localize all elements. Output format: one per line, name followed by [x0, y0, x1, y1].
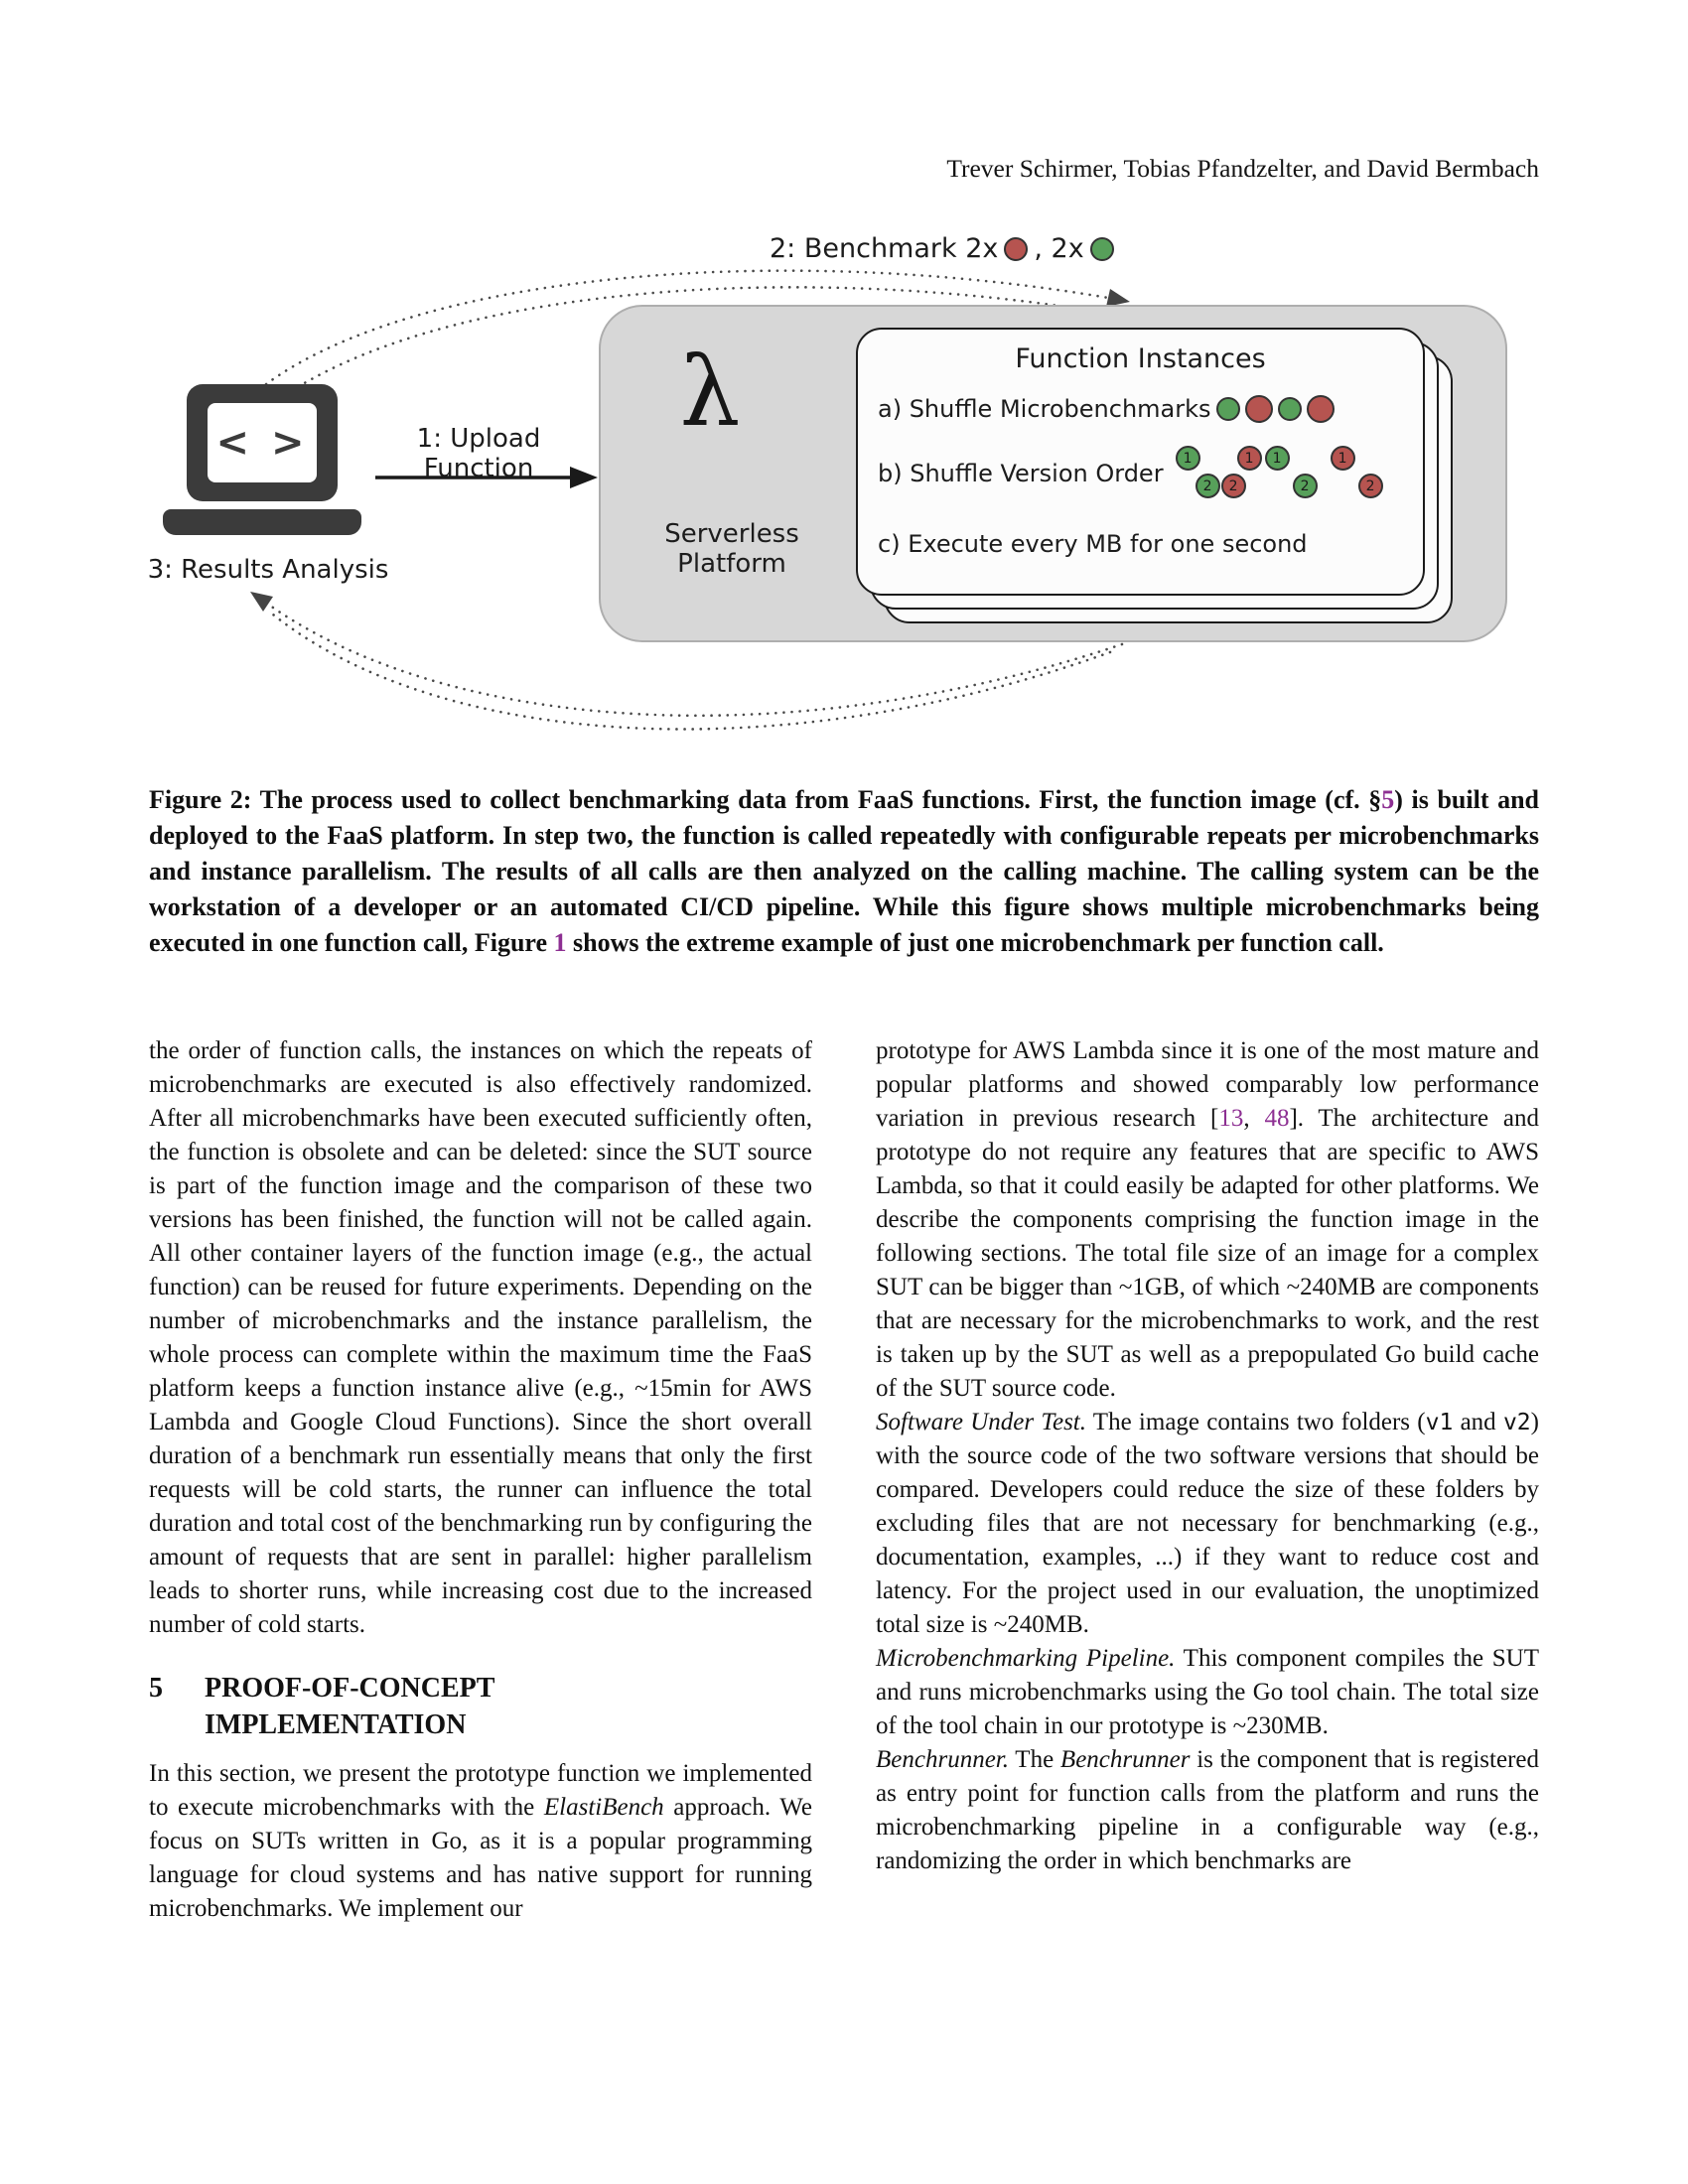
section-5-heading — [149, 1670, 812, 1743]
lambda-icon: λ — [679, 337, 741, 448]
body-text: prototype for AWS Lambda since it is one of the most mature and popular platforms and showed comparably low performance variation in previous research [ — [876, 1037, 1539, 1132]
version-order-cluster — [1174, 446, 1397, 501]
upload-function-label: 1: Upload Function — [416, 424, 541, 483]
body-text: approach. We focus on SUTs written in Go, as it is a popular programming language for cloud systems and has native support for running microbenchmarks. We implement our — [149, 1794, 812, 1922]
benchmark-step-label-prefix: 2: Benchmark 2x — [770, 233, 999, 264]
version-dot-icon: 2 — [1196, 474, 1220, 498]
version-dot-icon: 2 — [1293, 474, 1318, 498]
figure-1-link[interactable]: 1 — [553, 928, 567, 957]
section-5-link[interactable]: 5 — [1381, 785, 1395, 814]
red-benchmark-dot-icon — [1004, 237, 1028, 261]
body-text: , — [1243, 1105, 1265, 1132]
version-dot-icon: 1 — [1331, 446, 1355, 471]
body-text: is the component that is registered as entry point for function calls from the platform and runs the microbenchmarking pipeline in a configurable way (e.g., randomizing the order in which benchmarks are — [876, 1746, 1539, 1874]
version-dot-icon: 1 — [1237, 446, 1262, 471]
benchrunner-paragraph — [876, 1743, 1539, 1878]
body-text: and — [1453, 1409, 1503, 1435]
serverless-platform-label: Serverless Platform — [664, 519, 799, 579]
figure-2-caption — [149, 782, 1539, 961]
body-text: ) with the source code of the two software versions that should be compared. Developers could reduce the size of these folders by excluding files that are not necessary for benchmarking (e.g., documentation, examples, ...) if they want to reduce cost and latency. For the project used in our evaluation, the unoptimized total size is ~240MB. — [876, 1409, 1539, 1638]
microbenchmark-dot-icon — [1245, 395, 1273, 423]
paragraph-lead: Microbenchmarking Pipeline. — [876, 1645, 1176, 1672]
body-text: The — [1009, 1746, 1060, 1773]
software-under-test-paragraph — [876, 1406, 1539, 1642]
function-instances-title: Function Instances — [1015, 343, 1266, 374]
laptop-icon — [187, 384, 338, 501]
code-brackets-icon: < > — [215, 420, 309, 466]
elastibench-name: ElastiBench — [543, 1794, 664, 1821]
function-instances-card — [856, 328, 1425, 596]
instance-step-a-label: a) Shuffle Microbenchmarks — [878, 395, 1211, 423]
caption-text: ) is built and deployed to the FaaS platform. In step two, the function is called repeatedly with configurable repeats per microbenchmarks and instance parallelism. The results of all calls are then analyzed on the calling machine. The calling system can be the workstation of a developer or an automated CI/CD pipeline. While this figure shows multiple microbenchmarks being executed in one function call, Figure — [149, 785, 1539, 957]
section-number: 5 — [149, 1673, 163, 1704]
folder-v1-code: v1 — [1425, 1410, 1454, 1435]
laptop-screen — [208, 403, 317, 482]
instance-step-b — [878, 445, 1397, 502]
microbenchmark-dot-icon — [1278, 397, 1302, 421]
body-paragraph — [876, 1034, 1539, 1406]
body-text: ]. The architecture and prototype do not require any features that are specific to AWS Lambda, so that it could easily be adapted for other platforms. We describe the components comprising the function image in the following sections. The total file size of an image for a complex SUT can be bigger than ~1GB, of which ~240MB are components that are necessary for the microbenchmarks to work, and the rest is taken up by the SUT as well as a prepopulated Go build cache of the SUT source code. — [876, 1105, 1540, 1402]
benchmark-step-label — [770, 233, 1114, 264]
right-column — [876, 1034, 1539, 1878]
folder-v2-code: v2 — [1502, 1410, 1531, 1435]
version-dot-icon: 2 — [1358, 474, 1383, 498]
citation-13-link[interactable]: 13 — [1218, 1105, 1244, 1132]
figure-2-diagram — [149, 233, 1539, 774]
body-paragraph — [149, 1757, 812, 1926]
section-title: PROOF-OF-CONCEPT IMPLEMENTATION — [205, 1673, 494, 1740]
green-benchmark-dot-icon — [1090, 237, 1114, 261]
instance-step-c — [878, 526, 1308, 562]
left-column — [149, 1034, 812, 1926]
microbenchmarking-pipeline-paragraph — [876, 1642, 1539, 1743]
benchrunner-name: Benchrunner — [1059, 1746, 1191, 1773]
results-analysis-label: 3: Results Analysis — [147, 555, 389, 585]
version-dot-icon: 1 — [1176, 446, 1200, 471]
caption-text: Figure 2: The process used to collect benchmarking data from FaaS functions. First, the function image (cf. § — [149, 785, 1382, 814]
body-text: In this section, we present the prototype function we implemented to execute microbenchmarks with the — [149, 1760, 812, 1821]
microbenchmark-dot-icon — [1216, 397, 1240, 421]
body-text: The image contains two folders ( — [1086, 1409, 1426, 1435]
instance-step-b-label: b) Shuffle Version Order — [878, 460, 1164, 487]
citation-48-link[interactable]: 48 — [1264, 1105, 1290, 1132]
paragraph-lead: Software Under Test. — [876, 1409, 1086, 1435]
body-paragraph: the order of function calls, the instances on which the repeats of microbenchmarks are executed is also effectively randomized. After all microbenchmarks have been executed sufficiently often, the function is obsolete and can be deleted: since the SUT source is part of the function image and the comparison of these two versions has been finished, the function will not be called again. All other container layers of the function image (e.g., the actual function) can be reused for future experiments. Depending on the number of microbenchmarks and the instance parallelism, the whole process can complete within the maximum time the FaaS platform keeps a function instance alive (e.g., ~15min for AWS Lambda and Google Cloud Functions). Since the short overall duration of a benchmark run essentially means that only the first requests will be cold starts, the runner can influence the total duration and total cost of the benchmarking run by configuring the amount of requests that are sent in parallel: higher parallelism leads to shorter runs, while increasing cost due to the increased number of cold starts. — [149, 1037, 812, 1638]
instance-step-c-label: c) Execute every MB for one second — [878, 530, 1308, 558]
results-arrowhead-icon — [250, 592, 273, 612]
laptop-base-icon — [163, 509, 361, 535]
body-text: This component compiles the SUT and runs microbenchmarks using the Go tool chain. The total size of the tool chain in our prototype is ~230MB. — [876, 1645, 1539, 1739]
caption-text: shows the extreme example of just one microbenchmark per function call. — [566, 928, 1384, 957]
benchmark-step-label-mid: , 2x — [1034, 233, 1084, 264]
microbenchmark-dot-icon — [1307, 395, 1335, 423]
instance-step-a — [878, 391, 1335, 427]
running-header-authors: Trever Schirmer, Tobias Pfandzelter, and David Bermbach — [946, 154, 1539, 183]
version-dot-icon: 1 — [1265, 446, 1290, 471]
version-dot-icon: 2 — [1221, 474, 1246, 498]
paragraph-lead: Benchrunner. — [876, 1746, 1009, 1773]
